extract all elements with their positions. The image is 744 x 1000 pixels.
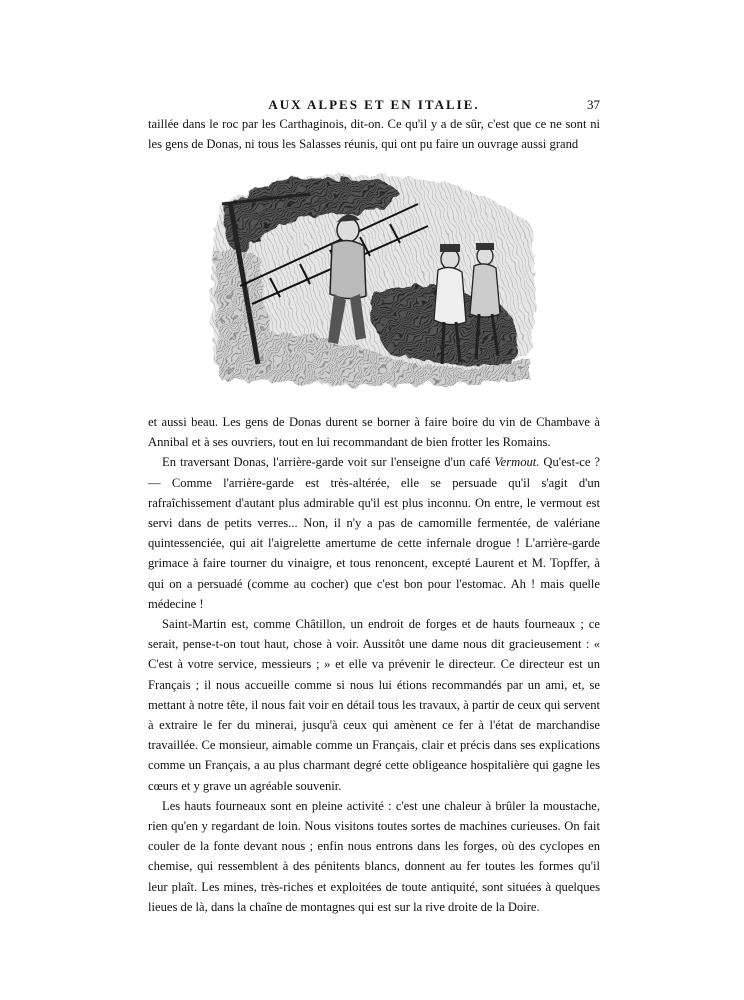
running-title: AUX ALPES ET EN ITALIE.: [268, 97, 480, 112]
engraving-icon: [200, 164, 546, 396]
page-number: 37: [587, 97, 600, 112]
paragraph-2: [148, 452, 600, 614]
illustration: [200, 164, 546, 396]
running-head: [148, 97, 600, 115]
paragraph-2-italic: Vermout.: [494, 455, 540, 470]
paragraph-1: et aussi beau. Les gens de Donas durent se borner à faire boire du vin de Chambave à Annibal et à ses ouvriers, tout en lui recommandant de bien frotter les Romains.: [148, 415, 600, 450]
text-block-bottom: [148, 412, 600, 917]
paragraph-2-text-before: En traversant Donas, l'arrière-garde voit sur l'enseigne d'un café: [162, 455, 495, 470]
text-block-top: [148, 114, 600, 154]
paragraph-continued: taillée dans le roc par les Carthaginois, dit-on. Ce qu'il y a de sûr, c'est que ce ne sont ni les gens de Donas, ni tous les Salasses réunis, qui ont pu faire un ouvrage aussi grand: [148, 117, 600, 152]
paragraph-4: Les hauts fourneaux sont en pleine activité : c'est une chaleur à brûler la moustache, rien qu'en y regardant de loin. Nous visitons toutes sortes de machines curieuses. On fait couler de la fonte devant nous ; enfin nous entrons dans les forges, où des cyclopes en chemise, qui ressemblent à des pénitents blancs, donnent au fer toutes les formes qu'il leur plaît. Les mines, très-riches et exploitées de toute antiquité, sont situées à quelques lieues de là, dans la chaîne de montagnes qui est sur la rive droite de la Doire.: [148, 798, 600, 914]
paragraph-3: Saint-Martin est, comme Châtillon, un endroit de forges et de hauts fourneaux ; ce serait, pense-t-on tout haut, chose à voir. Aussitôt une dame nous dit gracieusement : « C'est à votre service, messieurs ; » et elle va prévenir le directeur. Ce directeur est un Français ; il nous accueille comme si nous lui étions recommandés par un ami, et, se mettant à notre tête, il nous fait voir en détail tous les travaux, à partir de ceux qui servent à extraire le fer du minerai, jusqu'à ceux qui amènent ce fer à l'état de marchandise travaillée. Ce monsieur, aimable comme un Français, clair et précis dans ses explications comme un Français, a au plus charmant degré cette obligeance hospitalière qui gagne les cœurs et y grave un agréable souvenir.: [148, 617, 600, 793]
paragraph-2-text-after: Qu'est-ce ? — Comme l'arrière-garde est très-altérée, elle se persuade qu'il s'agit d'un rafraîchissement d'autant plus admirable qu'il est plus inconnu. On entre, le vermout est servi dans de petits verres... Non, il n'y a pas de camomille fermentée, de valériane quintessenciée, qui ait l'aigrelette amertume de cette infernale drogue ! L'arrière-garde grimace à faire tourner du vinaigre, et tous renoncent, excepté Laurent et M. Topffer, à qui on a persuadé (comme au cocher) que c'est bon pour l'estomac. Ah ! mais quelle médecine !: [148, 455, 600, 611]
